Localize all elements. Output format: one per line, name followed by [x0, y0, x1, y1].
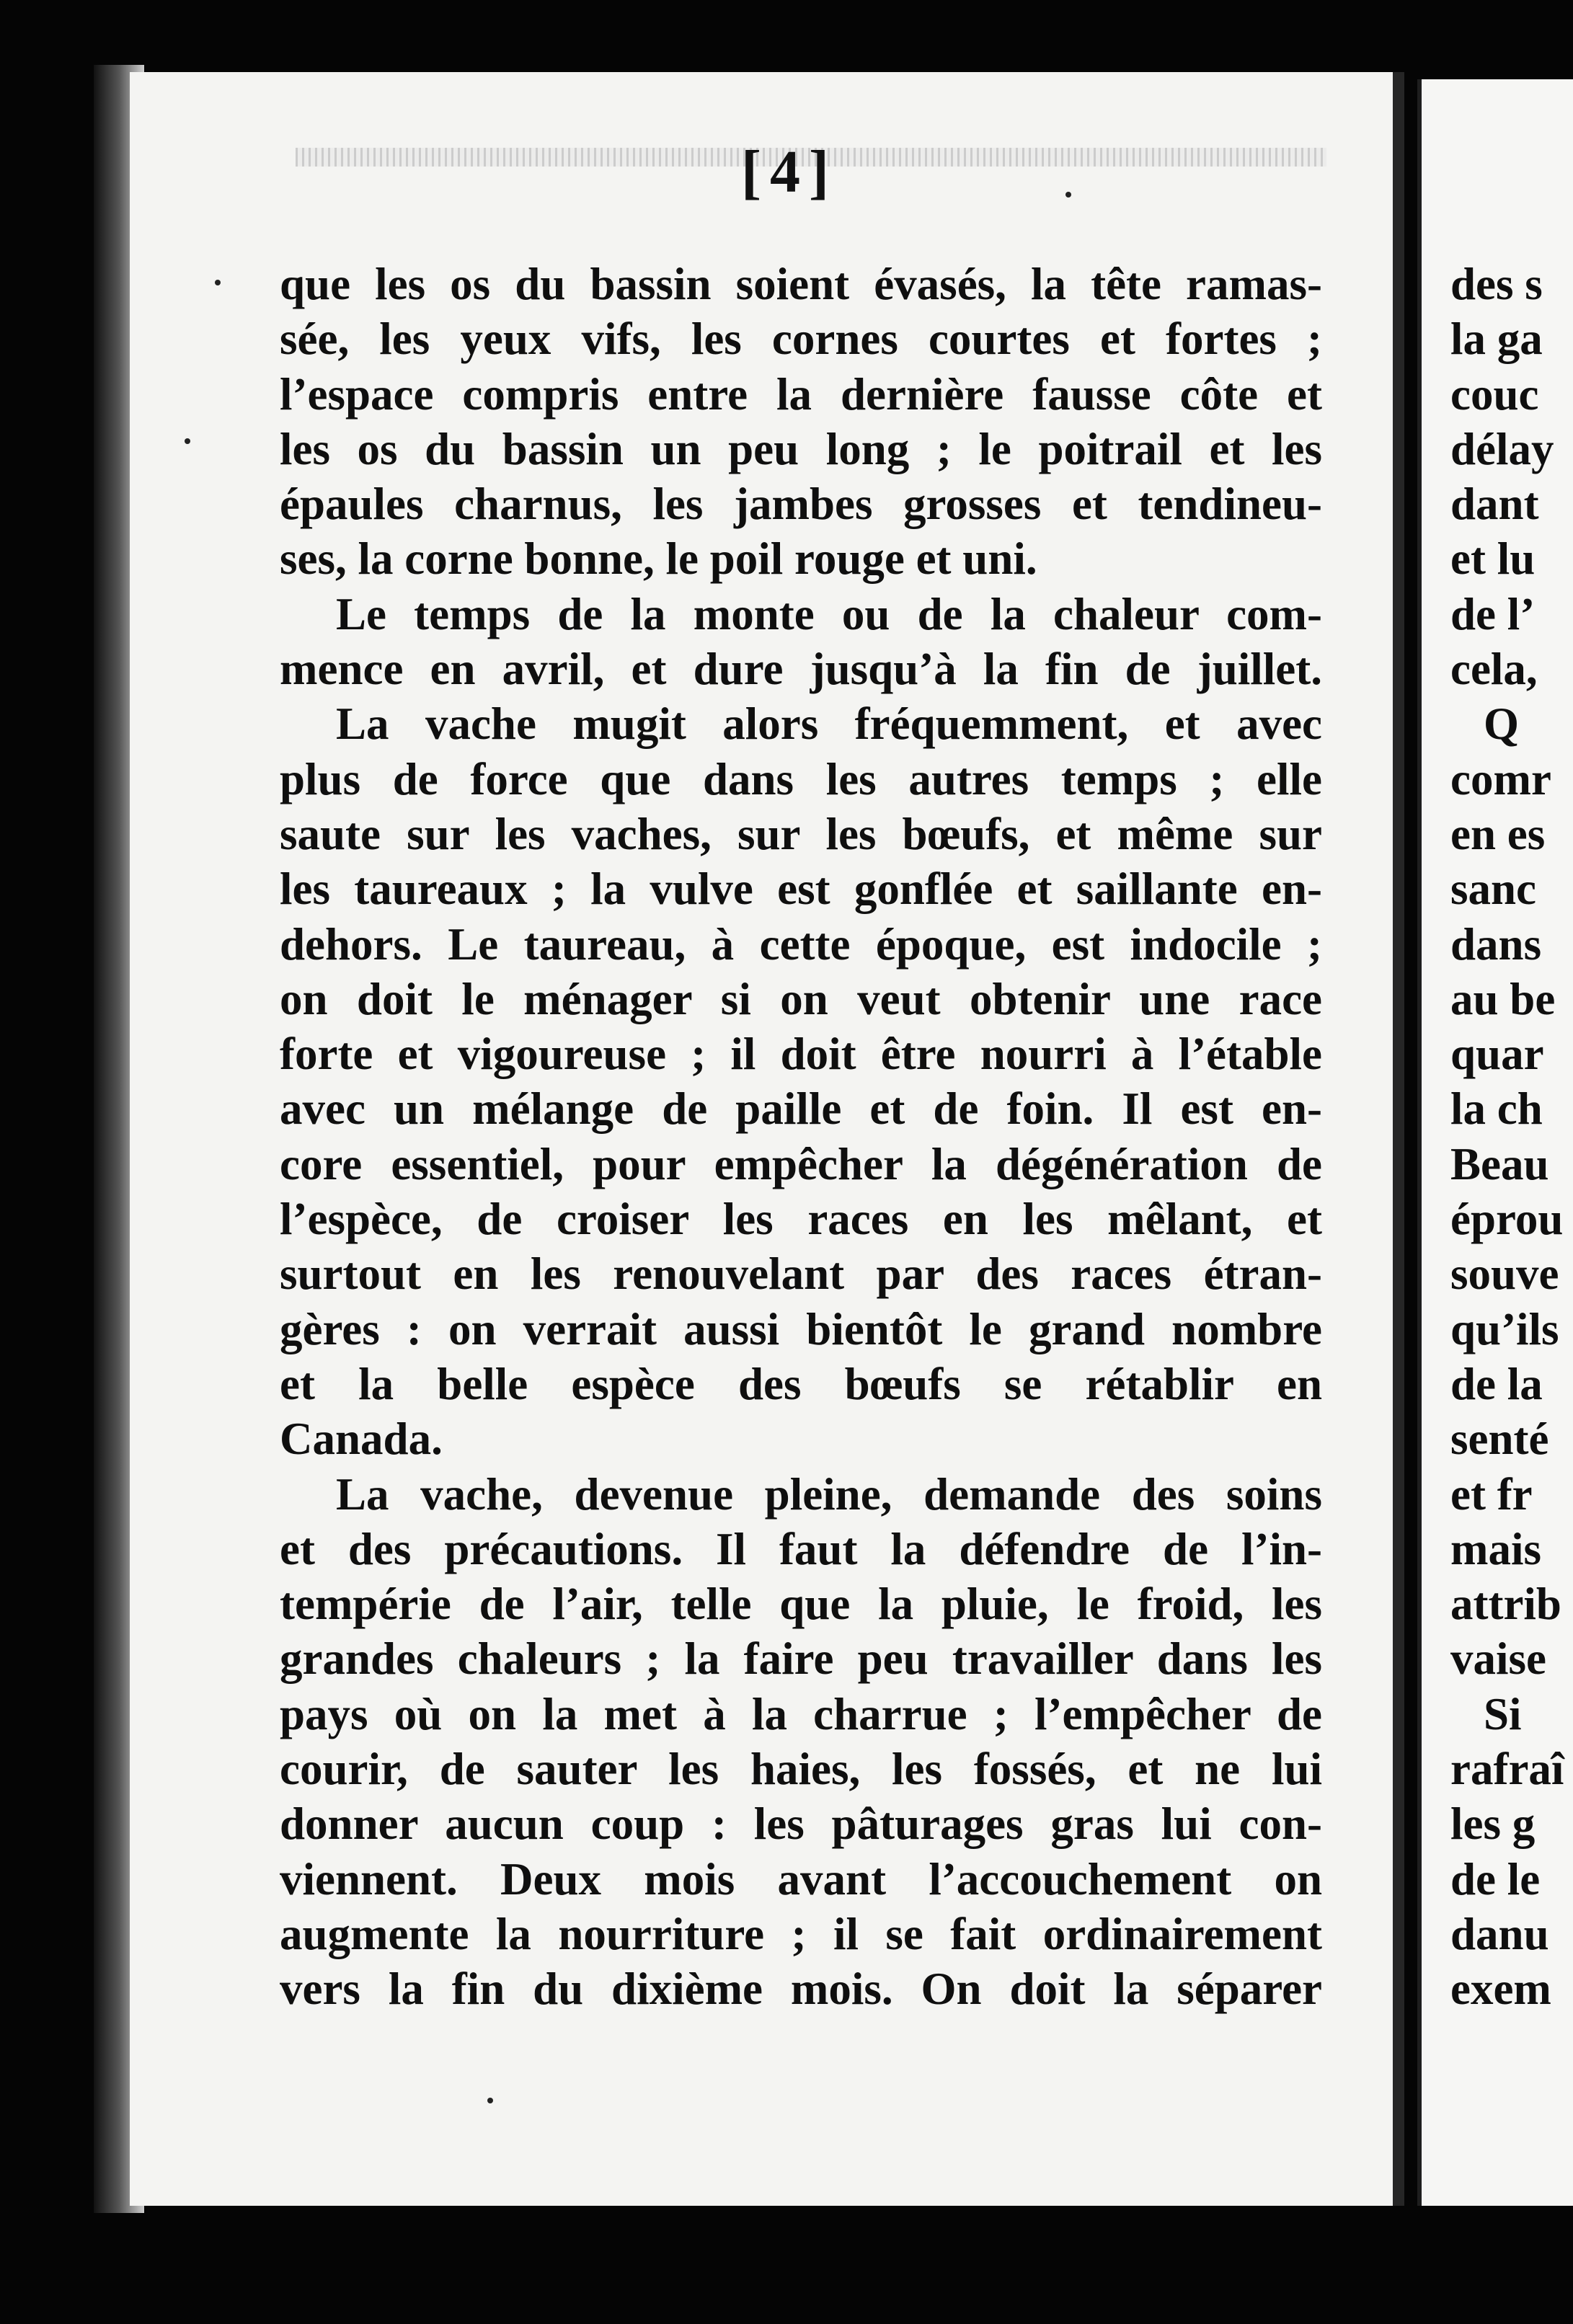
text-line: pays où on la met à la charrue ; l’empêcher de	[280, 1688, 1322, 1739]
text-line: les taureaux ; la vulve est gonflée et saillante en-	[280, 864, 1322, 915]
right-text-fragment: quar	[1450, 1029, 1544, 1080]
text-line: surtout en les renouvelant par des races étran-	[280, 1249, 1322, 1300]
right-text-fragment: cela,	[1450, 644, 1538, 695]
right-text-fragment: attrib	[1450, 1579, 1561, 1630]
text-line: donner aucun coup : les pâturages gras lui con-	[280, 1799, 1322, 1850]
text-line: avec un mélange de paille et de foin. Il est en-	[280, 1083, 1322, 1135]
text-line: Le temps de la monte ou de la chaleur com-	[336, 588, 1322, 639]
right-text-fragment: Q	[1484, 698, 1520, 750]
right-text-fragment: exem	[1450, 1964, 1551, 2015]
header-left-bracket: [	[741, 138, 764, 205]
right-text-fragment: et lu	[1450, 533, 1536, 585]
text-line: tempérie de l’air, telle que la pluie, le froid, les	[280, 1579, 1322, 1630]
right-text-fragment: éprou	[1450, 1194, 1564, 1245]
text-line: épaules charnus, les jambes grosses et tendineu-	[280, 479, 1322, 530]
right-page-cropped-text	[1450, 257, 1573, 2017]
ink-speck	[215, 280, 221, 285]
text-line: et la belle espèce des bœufs se rétablir en	[280, 1358, 1322, 1409]
right-text-fragment: danu	[1450, 1908, 1549, 1959]
right-text-fragment: des s	[1450, 259, 1543, 309]
text-line: La vache mugit alors fréquemment, et avec	[336, 698, 1322, 750]
text-line: La vache, devenue pleine, demande des soins	[336, 1468, 1322, 1520]
right-text-fragment: au be	[1450, 973, 1556, 1024]
right-text-fragment: en es	[1450, 808, 1546, 859]
right-text-fragment: mais	[1450, 1523, 1541, 1574]
ink-speck	[1065, 192, 1071, 198]
text-line: courir, de sauter les haies, les fossés, et ne lui	[280, 1744, 1322, 1795]
text-line: dehors. Le taureau, à cette époque, est indocile ;	[280, 918, 1322, 970]
right-text-fragment: de la	[1450, 1358, 1543, 1409]
text-line: augmente la nourriture ; il se fait ordinairement	[280, 1908, 1322, 1959]
page-number: 4	[770, 138, 803, 205]
text-line: mence en avril, et dure jusqu’à la fin de juillet.	[280, 644, 1322, 695]
text-line: les os du bassin un peu long ; le poitrail et les	[280, 423, 1322, 474]
right-text-fragment: Beau	[1450, 1138, 1549, 1189]
text-line: on doit le ménager si on veut obtenir une race	[280, 973, 1322, 1024]
text-line: l’espèce, de croiser les races en les mêlant, et	[280, 1194, 1322, 1245]
header-right-bracket: ]	[809, 138, 832, 205]
text-line: ses, la corne bonne, le poil rouge et uni.	[280, 533, 1037, 585]
right-text-fragment: dans	[1450, 918, 1542, 970]
right-text-fragment: souve	[1450, 1249, 1559, 1300]
right-text-fragment: Si	[1484, 1688, 1522, 1739]
ink-speck	[487, 2098, 493, 2103]
page-header	[0, 137, 1573, 207]
text-line: l’espace compris entre la dernière fausse côte et	[280, 368, 1322, 420]
text-line: core essentiel, pour empêcher la dégénération de	[280, 1138, 1322, 1189]
right-text-fragment: de le	[1450, 1853, 1541, 1904]
text-line: forte et vigoureuse ; il doit être nourri à l’étable	[280, 1029, 1322, 1080]
text-line: Canada.	[280, 1414, 443, 1465]
text-line: vers la fin du dixième mois. On doit la séparer	[280, 1964, 1322, 2015]
right-text-fragment: les g	[1450, 1799, 1536, 1850]
left-page-body-text	[280, 257, 1322, 2017]
right-text-fragment: vaise	[1450, 1633, 1546, 1685]
right-text-fragment: dant	[1450, 479, 1539, 530]
ink-speck	[185, 438, 190, 444]
right-text-fragment: rafraî	[1450, 1744, 1564, 1795]
text-line: grandes chaleurs ; la faire peu travailler dans les	[280, 1633, 1322, 1685]
right-text-fragment: senté	[1450, 1414, 1549, 1465]
right-text-fragment: de l’	[1450, 588, 1536, 639]
text-line: viennent. Deux mois avant l’accouchement on	[280, 1853, 1322, 1904]
text-line: sée, les yeux vifs, les cornes courtes et fortes ;	[280, 314, 1322, 365]
right-text-fragment: comr	[1450, 753, 1551, 804]
right-text-fragment: la ch	[1450, 1083, 1543, 1135]
right-text-fragment: la ga	[1450, 314, 1543, 365]
text-line: saute sur les vaches, sur les bœufs, et même sur	[280, 808, 1322, 859]
right-text-fragment: couc	[1450, 368, 1539, 420]
right-text-fragment: qu’ils	[1450, 1303, 1559, 1354]
right-text-fragment: sanc	[1450, 864, 1537, 915]
text-line: plus de force que dans les autres temps ; elle	[280, 753, 1322, 804]
right-text-fragment: et fr	[1450, 1468, 1533, 1520]
right-text-fragment: délay	[1450, 423, 1554, 474]
text-line: que les os du bassin soient évasés, la tête ramas-	[280, 259, 1322, 309]
text-line: gères : on verrait aussi bientôt le grand nombre	[280, 1303, 1322, 1354]
text-line: et des précautions. Il faut la défendre de l’in-	[280, 1523, 1322, 1574]
